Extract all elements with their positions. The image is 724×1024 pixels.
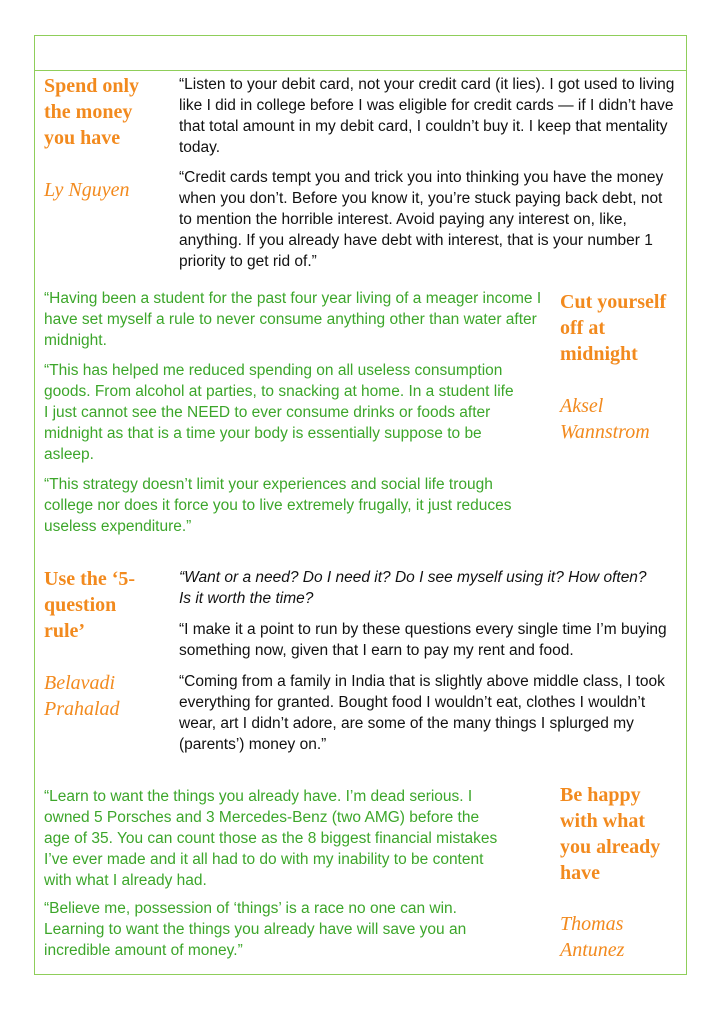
quote-paragraph: “This has helped me reduced spending on all useless consumption goods. From alcohol at parties, to snacking at home. In a student life I just cannot see the NEED to ever consume drinks or foods after midnight as that is a time your body is essentially suppose to be asleep. — [44, 362, 514, 463]
quote-paragraph: “Having been a student for the past four year living of a meager income I have set myself a rule to never consume anything other than water after midnight. — [44, 290, 542, 349]
section-author-thomas-antunez: Thomas Antunez — [560, 913, 625, 961]
quote-paragraph: “This strategy doesn’t limit your experiences and social life trough college nor does it force you to live extremely frugally, it just reduces useless expenditure.” — [44, 476, 512, 535]
section-author-aksel-wannstrom: Aksel Wannstrom — [560, 395, 650, 443]
section-heading-cut-yourself-off: Cut yourself off at midnight — [560, 291, 667, 365]
quote-paragraph: “Learn to want the things you already have. I’m dead serious. I owned 5 Porsches and 3 Mercedes-Benz (two AMG) before the age of 35. You can count those as the 8 biggest financial mistakes I’ve ever made and it all had to do with my inability to be content with what I already had. — [44, 788, 498, 889]
quote-paragraph: “I make it a point to run by these questions every single time I’m buying something now, given that I earn to pay my rent and food. — [179, 621, 667, 659]
section-heading-be-happy: Be happy with what you already have — [560, 784, 661, 884]
quote-paragraph: “Coming from a family in India that is slightly above middle class, I took everything for granted. Bought food I wouldn’t eat, clothes I wouldn’t wear, art I didn’t adore, are some of the many things I splurged my (parents’) money on.” — [179, 673, 665, 753]
section-author-ly-nguyen: Ly Nguyen — [44, 179, 130, 201]
quote-paragraph: “Believe me, possession of ‘things’ is a race no one can win. Learning to want the things you already have will save you an incredible amount of money.” — [44, 900, 467, 959]
section-author-belavadi-prahalad: Belavadi Prahalad — [44, 672, 120, 720]
quote-paragraph: “Credit cards tempt you and trick you into thinking you have the money when you don’t. Before you know it, you’re stuck paying back debt, not to mention the horrible interest. Avoid paying any interest on, like, anything. If you already have debt with interest, that is your number 1 priority to get rid of.” — [179, 169, 664, 270]
quote-paragraph: “Want or a need? Do I need it? Do I see myself using it? How often? Is it worth the time? — [179, 569, 647, 607]
section-heading-spend-only: Spend only the money you have — [44, 75, 140, 149]
section-heading-5-question-rule: Use the ‘5-question rule’ — [44, 568, 136, 642]
header-divider — [34, 70, 687, 71]
quote-paragraph: “Listen to your debit card, not your credit card (it lies). I got used to living like I did in college before I was eligible for credit cards — if I didn’t have that total amount in my debit card, I couldn’t buy it. I keep that mentality today. — [179, 76, 675, 156]
